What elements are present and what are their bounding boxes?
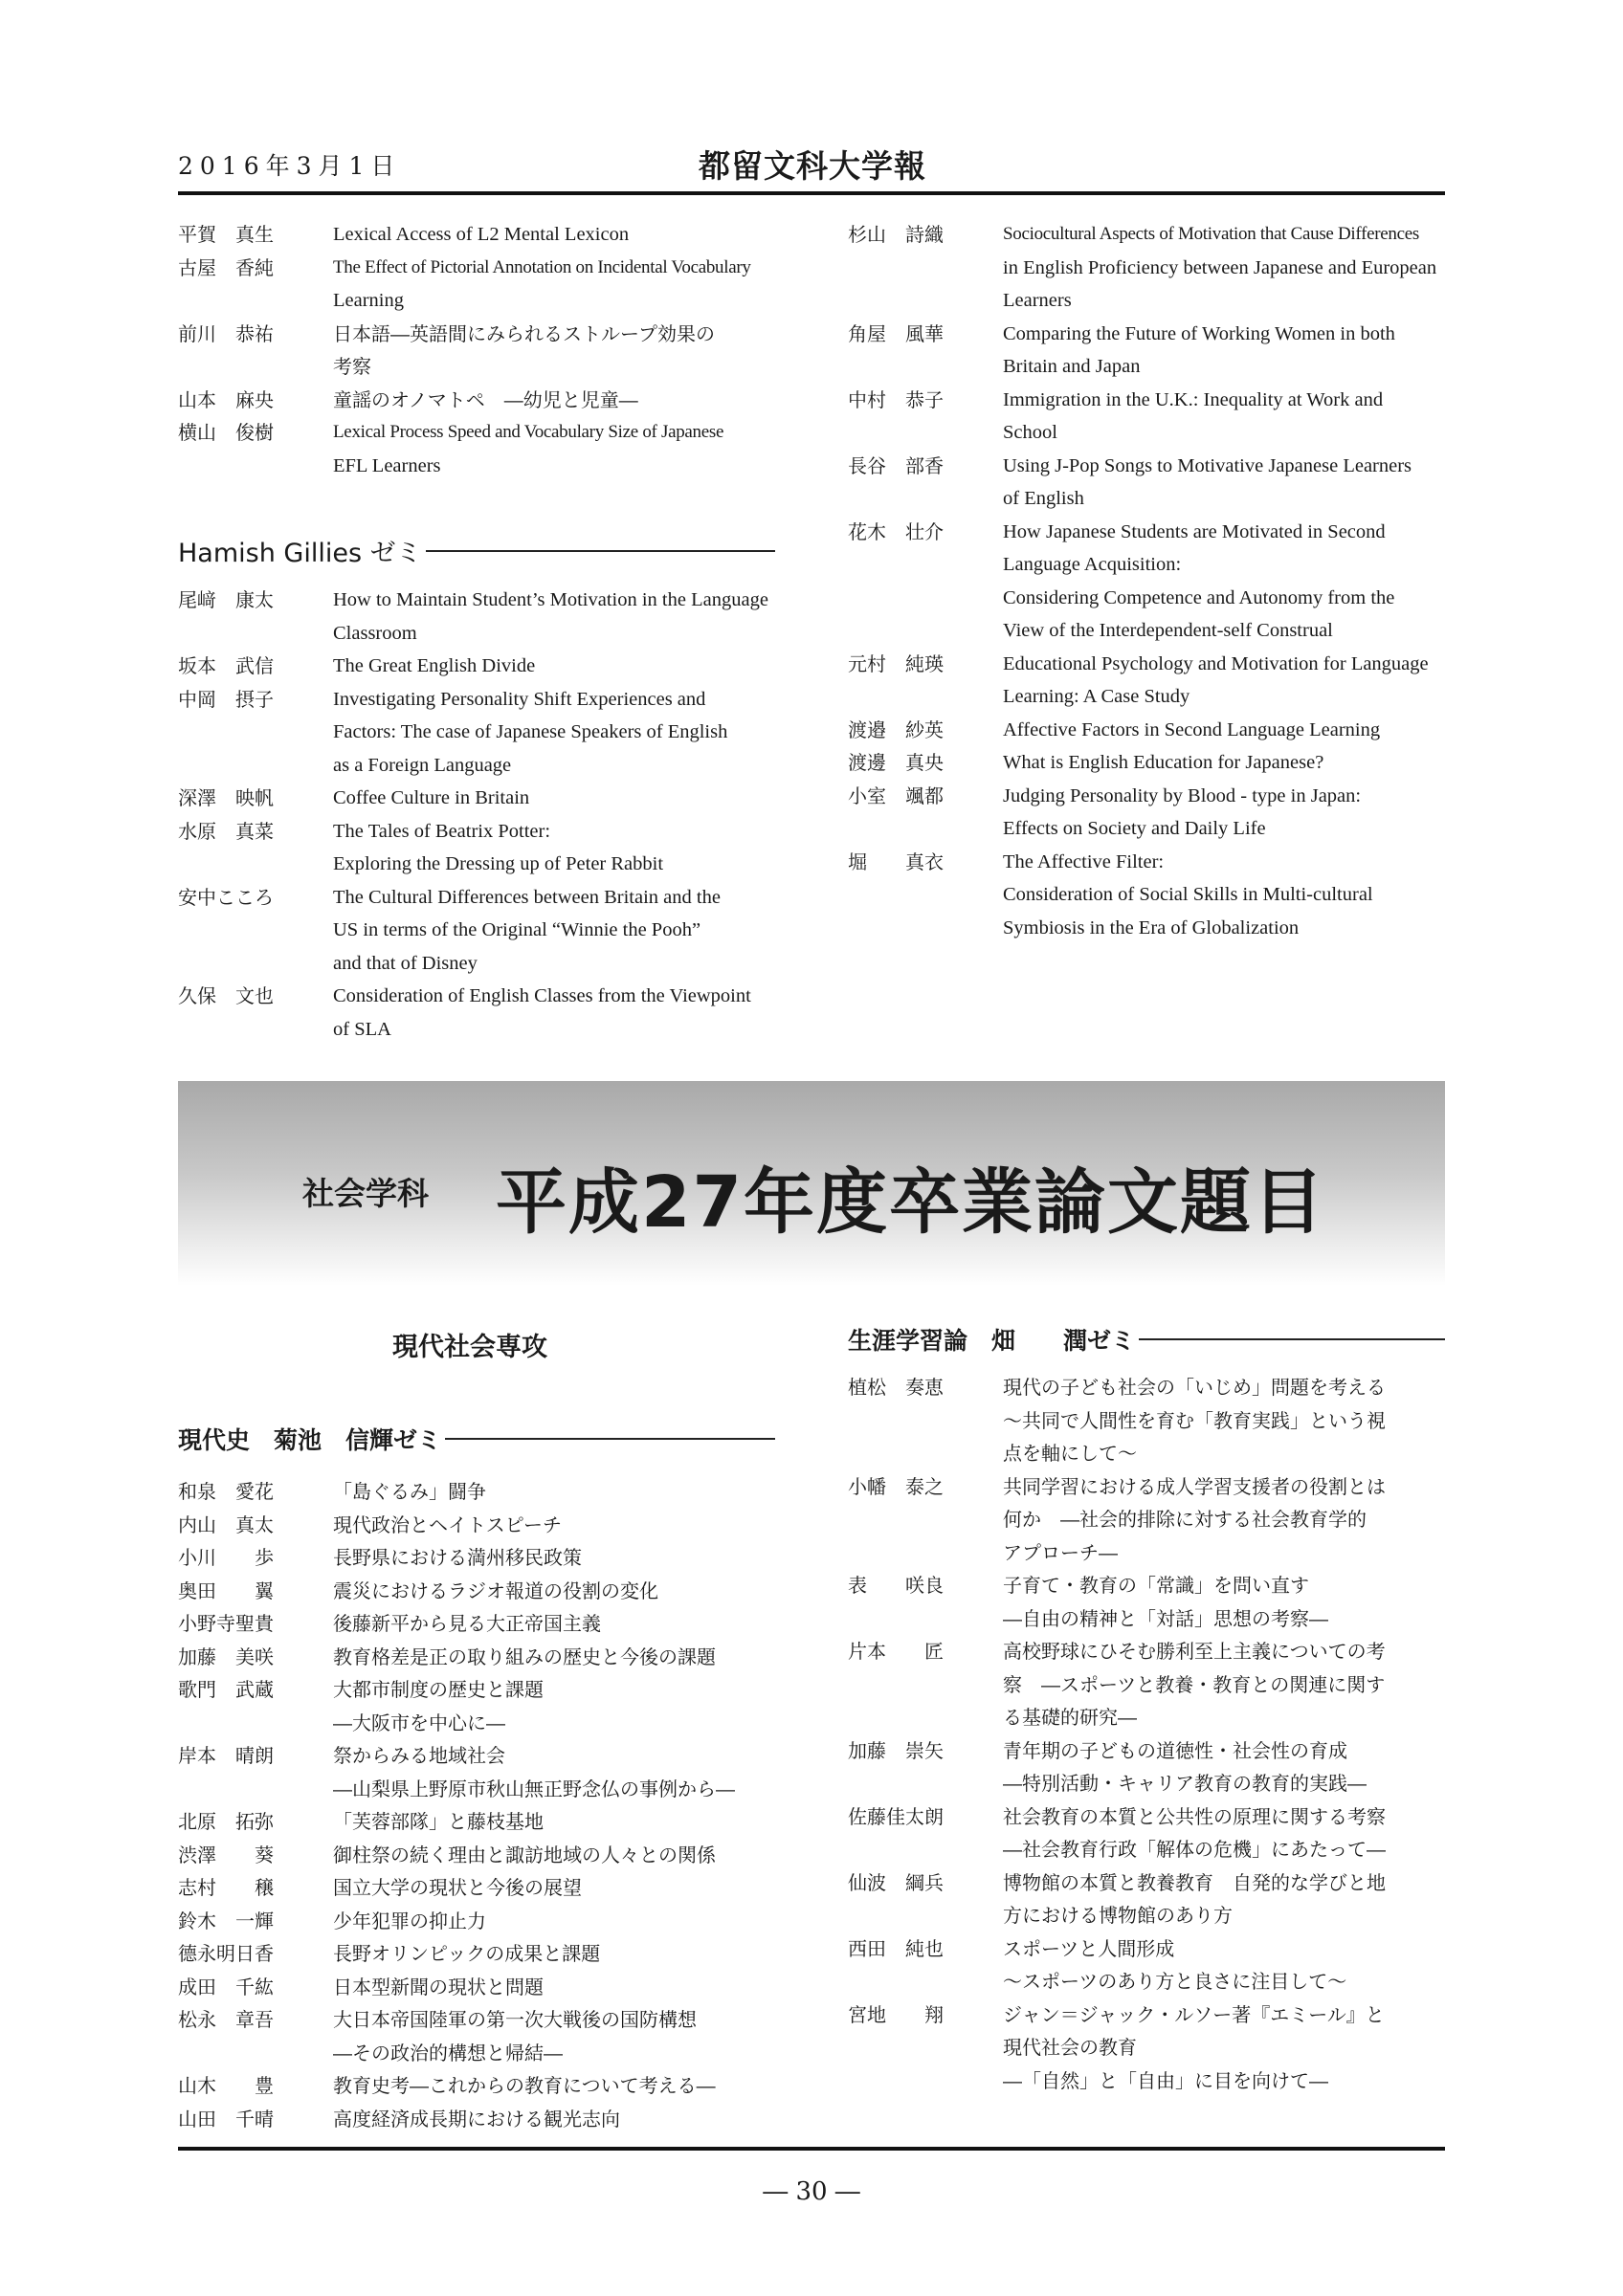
thesis-title [1003, 218, 1445, 318]
author-name: 成田 千紘 [178, 1975, 274, 1998]
list-item [178, 318, 775, 384]
author-name: 小室 颯都 [848, 784, 944, 807]
thesis-title [333, 2003, 775, 2069]
thesis-title-line: 震災におけるラジオ報道の役割の変化 [333, 1578, 658, 1602]
heading-rule [426, 550, 775, 552]
list-item [848, 1932, 1445, 1998]
thesis-title-line: Effects on Society and Daily Life [1003, 818, 1266, 839]
list-item [848, 218, 1445, 318]
author-name: 杉山 詩織 [848, 223, 944, 246]
list-item [178, 881, 775, 981]
thesis-title [1003, 1635, 1445, 1734]
author-name: 中村 恭子 [848, 387, 944, 411]
thesis-title [333, 2103, 775, 2136]
thesis-title-line: 長野県における満州移民政策 [333, 1546, 582, 1569]
thesis-title [1003, 1371, 1445, 1470]
thesis-title [1003, 450, 1445, 516]
thesis-title [333, 1541, 775, 1575]
thesis-title [333, 1509, 775, 1542]
list-item [848, 1998, 1445, 2098]
list-item [178, 1937, 775, 1971]
thesis-title-line: Learning [333, 290, 404, 311]
list-item [178, 1971, 775, 2004]
thesis-title [1003, 1932, 1445, 1998]
author-name: 德永明日香 [178, 1942, 274, 1965]
header-rule [178, 191, 1445, 195]
thesis-title-line: 現代政治とヘイトスピーチ [333, 1512, 562, 1536]
list-item [848, 1800, 1445, 1866]
author-name: 山木 豊 [178, 2074, 274, 2097]
thesis-title [1003, 384, 1445, 450]
thesis-title-line: 教育史考―これからの教育について考える― [333, 2074, 716, 2097]
banner-title: 平成27年度卒業論文題目 [496, 1161, 1325, 1244]
list-item [178, 650, 775, 683]
thesis-title-line: ～共同で人間性を育む「教育実践」という視 [1003, 1408, 1386, 1432]
thesis-title-line: The Affective Filter: [1003, 850, 1165, 872]
thesis-title-line: ―自由の精神と「対話」思想の考察― [1003, 1606, 1328, 1630]
thesis-title-line: ―大阪市を中心に― [333, 1711, 505, 1734]
thesis-title-line: 国立大学の現状と今後の展望 [333, 1876, 582, 1899]
thesis-title-line: る基礎的研究― [1003, 1706, 1137, 1729]
thesis-title-line: Learners [1003, 290, 1072, 311]
thesis-title [333, 416, 775, 482]
list-item [178, 252, 775, 318]
thesis-title [1003, 1734, 1445, 1800]
author-name: 久保 文也 [178, 984, 274, 1007]
thesis-title-line: and that of Disney [333, 952, 478, 974]
author-name: 元村 純瑛 [848, 651, 944, 675]
thesis-title-line: in English Proficiency between Japanese and European [1003, 256, 1437, 278]
list-item [178, 2003, 775, 2069]
thesis-title-line: The Effect of Pictorial Annotation on Incidental Vocabulary [333, 256, 751, 277]
author-name: 安中こころ [178, 885, 274, 909]
thesis-title-line: Coffee Culture in Britain [333, 787, 530, 808]
thesis-title-line: Judging Personality by Blood - type in Japan: [1003, 784, 1362, 806]
list-item [848, 746, 1445, 780]
thesis-title [333, 881, 775, 981]
author-name: 小野寺聖貴 [178, 1612, 274, 1635]
author-name: 奥田 翼 [178, 1578, 274, 1602]
major-title: 現代社会専攻 [392, 1333, 547, 1362]
thesis-title-line: 日本型新聞の現状と問題 [333, 1975, 544, 1998]
thesis-title [333, 815, 775, 881]
thesis-title-line: Sociocultural Aspects of Motivation that Cause Differences [1003, 224, 1419, 244]
author-name: 渋澤 葵 [178, 1843, 274, 1866]
list-item [178, 2103, 775, 2136]
thesis-title [333, 318, 775, 384]
gillies-seminar [178, 532, 775, 1046]
thesis-title-line: Comparing the Future of Working Women in both [1003, 322, 1395, 344]
thesis-title [333, 1839, 775, 1872]
author-name: 山本 麻央 [178, 387, 274, 411]
list-item [178, 683, 775, 783]
thesis-title-line: The Cultural Differences between Britain and the [333, 886, 721, 908]
thesis-title [333, 1739, 775, 1805]
author-name: 和泉 愛花 [178, 1480, 274, 1503]
hata-heading-text: 生涯学習論 畑 潤ゼミ [848, 1327, 1136, 1355]
thesis-title-line: School [1003, 422, 1057, 443]
gillies-heading [178, 532, 775, 569]
gillies-heading-text: Hamish Gillies ゼミ [178, 539, 422, 568]
list-item [848, 516, 1445, 648]
list-item [848, 846, 1445, 945]
author-name: 松永 章吾 [178, 2008, 274, 2031]
thesis-title-line: 何か ―社会的排除に対する社会教育学的 [1003, 1508, 1367, 1531]
author-name: 仙波 綱兵 [848, 1870, 944, 1894]
author-name: 前川 恭祐 [178, 321, 274, 345]
list-item [178, 1739, 775, 1805]
thesis-title-line: as a Foreign Language [333, 754, 512, 776]
thesis-title-line: ―社会教育行政「解体の危機」にあたって― [1003, 1838, 1386, 1861]
list-item [848, 1371, 1445, 1470]
list-item [178, 815, 775, 881]
list-item [178, 1541, 775, 1575]
author-name: 花木 壮介 [848, 519, 944, 543]
list-item [178, 416, 775, 482]
thesis-title-line: Factors: The case of Japanese Speakers of English [333, 721, 728, 742]
list-item [848, 1734, 1445, 1800]
thesis-title-line: 社会教育の本質と公共性の原理に関する考察 [1003, 1804, 1386, 1828]
list-item [178, 384, 775, 417]
kikuchi-heading [178, 1422, 775, 1456]
thesis-title-line: 御柱祭の続く理由と諏訪地域の人々との関係 [333, 1843, 716, 1866]
list-item [178, 1607, 775, 1641]
hata-seminar [848, 1322, 1445, 2097]
thesis-title-line: Educational Psychology and Motivation for Language [1003, 652, 1429, 674]
thesis-title-line: 少年犯罪の抑止力 [333, 1909, 486, 1932]
thesis-title-line: 大日本帝国陸軍の第一次大戦後の国防構想 [333, 2008, 697, 2031]
thesis-title [1003, 1569, 1445, 1635]
author-name: 表 咲良 [848, 1574, 944, 1597]
thesis-title-line: 方における博物館のあり方 [1003, 1904, 1233, 1927]
thesis-title-line: Symbiosis in the Era of Globalization [1003, 916, 1300, 938]
author-name: 歌門 武蔵 [178, 1678, 274, 1701]
thesis-title-line: Investigating Personality Shift Experiences and [333, 688, 706, 710]
thesis-title-line: Considering Competence and Autonomy from the [1003, 586, 1395, 608]
thesis-title-line: EFL Learners [333, 454, 441, 476]
thesis-title [1003, 1998, 1445, 2098]
thesis-title-line: Language Acquisition: [1003, 554, 1182, 575]
banner-department: 社会学科 [302, 1175, 429, 1212]
heading-rule [445, 1438, 775, 1440]
thesis-title-line: 現代の子ども社会の「いじめ」問題を考える [1003, 1376, 1386, 1399]
list-item [178, 980, 775, 1046]
thesis-title [333, 584, 775, 650]
thesis-title-line: Britain and Japan [1003, 356, 1141, 377]
thesis-title-line: Consideration of English Classes from the Viewpoint [333, 985, 751, 1006]
hata-entries [848, 1371, 1445, 2097]
author-name: 北原 拓弥 [178, 1810, 274, 1833]
thesis-title [1003, 714, 1445, 747]
list-item [178, 584, 775, 650]
thesis-title-line: ―「自然」と「自由」に目を向けて― [1003, 2068, 1328, 2092]
author-name: 尾﨑 康太 [178, 588, 274, 611]
issue-date: 2016年3月1日 [178, 152, 402, 180]
thesis-title [333, 1937, 775, 1971]
thesis-title-line: 祭からみる地域社会 [333, 1744, 505, 1767]
thesis-title [333, 1575, 775, 1608]
thesis-title [333, 384, 775, 417]
author-name: 片本 匠 [848, 1640, 944, 1663]
list-item [178, 1475, 775, 1509]
thesis-title-line: Learning: A Case Study [1003, 686, 1190, 707]
thesis-title-line: US in terms of the Original “Winnie the Pooh” [333, 919, 701, 940]
thesis-title [1003, 648, 1445, 714]
thesis-title [333, 1607, 775, 1641]
thesis-title [1003, 1866, 1445, 1932]
list-item [848, 1470, 1445, 1570]
thesis-title-line: ～スポーツのあり方と良さに注目して～ [1003, 1970, 1347, 1993]
author-name: 堀 真衣 [848, 850, 944, 873]
thesis-title [1003, 780, 1445, 846]
author-name: 西田 純也 [848, 1936, 944, 1960]
thesis-title [1003, 846, 1445, 945]
thesis-title [333, 650, 775, 683]
thesis-title-line: Lexical Process Speed and Vocabulary Size of Japanese [333, 422, 724, 442]
hata-heading [848, 1322, 1445, 1357]
author-name: 小幡 泰之 [848, 1474, 944, 1498]
thesis-title-line: ジャン＝ジャック・ルソー著『エミール』と [1003, 2002, 1385, 2026]
thesis-title-line: of SLA [333, 1018, 391, 1040]
author-name: 鈴木 一輝 [178, 1909, 274, 1932]
kikuchi-entries [178, 1475, 775, 2135]
list-item [178, 1641, 775, 1674]
list-item [178, 1805, 775, 1839]
list-item [848, 1635, 1445, 1734]
author-name: 深澤 映帆 [178, 786, 274, 809]
author-name: 渡邊 真央 [848, 751, 944, 774]
page-number: ― 30 ― [763, 2177, 860, 2206]
list-item [178, 1673, 775, 1739]
list-item [848, 648, 1445, 714]
list-item [848, 1569, 1445, 1635]
author-name: 植松 奏恵 [848, 1376, 944, 1399]
author-name: 加藤 崇矢 [848, 1738, 944, 1762]
thesis-title-line: Immigration in the U.K.: Inequality at Work and [1003, 388, 1384, 410]
list-item [848, 450, 1445, 516]
author-name: 水原 真菜 [178, 819, 274, 843]
list-item [848, 384, 1445, 450]
list-item [178, 2069, 775, 2103]
thesis-title-line: 共同学習における成人学習支援者の役割とは [1003, 1474, 1386, 1498]
thesis-title [333, 683, 775, 783]
list-item [178, 1905, 775, 1938]
thesis-title [333, 980, 775, 1046]
thesis-title [333, 2069, 775, 2103]
thesis-title-line: 童謡のオノマトペ ―幼児と児童― [333, 387, 638, 411]
author-name: 平賀 真生 [178, 223, 274, 246]
thesis-title-line: 点を軸にして～ [1003, 1442, 1137, 1465]
top-left-entries [178, 218, 775, 482]
author-name: 小川 歩 [178, 1546, 274, 1569]
footer-rule [178, 2147, 1445, 2151]
thesis-title [1003, 318, 1445, 384]
kikuchi-heading-text: 現代史 菊池 信輝ゼミ [178, 1426, 442, 1454]
thesis-title-line: 現代社会の教育 [1003, 2036, 1137, 2059]
author-name: 宮地 翔 [848, 2002, 944, 2026]
author-name: 岸本 晴朗 [178, 1744, 274, 1767]
thesis-title [1003, 516, 1445, 648]
thesis-title [333, 1641, 775, 1674]
gillies-entries [178, 584, 775, 1046]
author-name: 横山 俊樹 [178, 421, 274, 444]
thesis-title-line: 察 ―スポーツと教養・教育との関連に関す [1003, 1672, 1386, 1696]
thesis-title-line: How to Maintain Student’s Motivation in the Language [333, 589, 768, 610]
thesis-title-line: 教育格差是正の取り組みの歴史と今後の課題 [333, 1645, 716, 1668]
list-item [178, 1575, 775, 1608]
thesis-title-line: 日本語―英語間にみられるストループ効果の [333, 321, 715, 345]
kikuchi-seminar [178, 1422, 775, 2135]
thesis-title-line: Using J-Pop Songs to Motivative Japanese Learners [1003, 454, 1412, 476]
list-item [848, 714, 1445, 747]
thesis-title-line: The Great English Divide [333, 655, 536, 676]
author-name: 角屋 風華 [848, 321, 944, 345]
thesis-title [333, 1905, 775, 1938]
thesis-title-line: 子育て・教育の「常識」を問い直す [1003, 1574, 1309, 1597]
thesis-title-line: ―その政治的構想と帰結― [333, 2041, 563, 2064]
thesis-title-line: 大都市制度の歴史と課題 [333, 1678, 544, 1701]
thesis-title [333, 1971, 775, 2004]
thesis-title-line: Classroom [333, 622, 417, 644]
author-name: 古屋 香純 [178, 255, 274, 279]
thesis-title-line: アプローチ― [1003, 1540, 1118, 1564]
author-name: 坂本 武信 [178, 654, 274, 677]
thesis-title-line: How Japanese Students are Motivated in Second [1003, 520, 1386, 542]
thesis-title-line: 後藤新平から見る大正帝国主義 [333, 1612, 601, 1635]
thesis-title-line: 青年期の子どもの道徳性・社会性の育成 [1003, 1738, 1347, 1762]
thesis-title-line: 高度経済成長期における観光志向 [333, 2107, 620, 2130]
list-item [178, 1871, 775, 1905]
author-name: 内山 真太 [178, 1512, 274, 1536]
thesis-title-line: 「島ぐるみ」闘争 [333, 1480, 486, 1503]
thesis-title [333, 1871, 775, 1905]
thesis-title-line: ―山梨県上野原市秋山無正野念仏の事例から― [333, 1777, 735, 1800]
thesis-title-line: Lexical Access of L2 Mental Lexicon [333, 224, 630, 245]
list-item [178, 218, 775, 252]
list-item [178, 1509, 775, 1542]
author-name: 志村 穣 [178, 1876, 274, 1899]
heading-rule [1139, 1338, 1445, 1340]
thesis-title-line: of English [1003, 488, 1084, 509]
thesis-title-line: スポーツと人間形成 [1003, 1936, 1175, 1960]
thesis-title [333, 1475, 775, 1509]
list-item [848, 1866, 1445, 1932]
thesis-title-line: Affective Factors in Second Language Learning [1003, 718, 1381, 740]
author-name: 中岡 摂子 [178, 687, 274, 711]
thesis-title-line: Exploring the Dressing up of Peter Rabbit [333, 853, 664, 874]
author-name: 佐藤佳太朗 [848, 1804, 944, 1828]
thesis-title-line: 博物館の本質と教養教育 自発的な学びと地 [1003, 1870, 1386, 1894]
top-right-entries [848, 218, 1445, 944]
thesis-title [333, 1673, 775, 1739]
thesis-title-line: 高校野球にひそむ勝利至上主義についての考 [1003, 1640, 1386, 1663]
thesis-title [333, 252, 775, 318]
author-name: 渡邉 紗英 [848, 718, 944, 741]
list-item [848, 780, 1445, 846]
thesis-title-line: 「芙蓉部隊」と藤枝基地 [333, 1810, 544, 1833]
thesis-title [333, 218, 775, 252]
thesis-title-line: Consideration of Social Skills in Multi-cultural [1003, 884, 1373, 905]
author-name: 長谷 部香 [848, 453, 944, 477]
thesis-title-line: ―特別活動・キャリア教育の教育的実践― [1003, 1772, 1367, 1795]
publication-title: 都留文科大学報 [699, 147, 926, 185]
thesis-title-line: 考察 [333, 355, 371, 378]
list-item [178, 1839, 775, 1872]
list-item [848, 318, 1445, 384]
thesis-title-line: 長野オリンピックの成果と課題 [333, 1942, 601, 1965]
thesis-title [1003, 1470, 1445, 1570]
thesis-title [333, 1805, 775, 1839]
author-name: 加藤 美咲 [178, 1645, 274, 1668]
thesis-title [1003, 746, 1445, 780]
author-name: 山田 千晴 [178, 2107, 274, 2130]
thesis-title [333, 782, 775, 815]
thesis-title [1003, 1800, 1445, 1866]
list-item [178, 782, 775, 815]
thesis-title-line: The Tales of Beatrix Potter: [333, 820, 551, 842]
thesis-title-line: What is English Education for Japanese? [1003, 752, 1324, 773]
thesis-title-line: View of the Interdependent-self Construal [1003, 620, 1333, 641]
